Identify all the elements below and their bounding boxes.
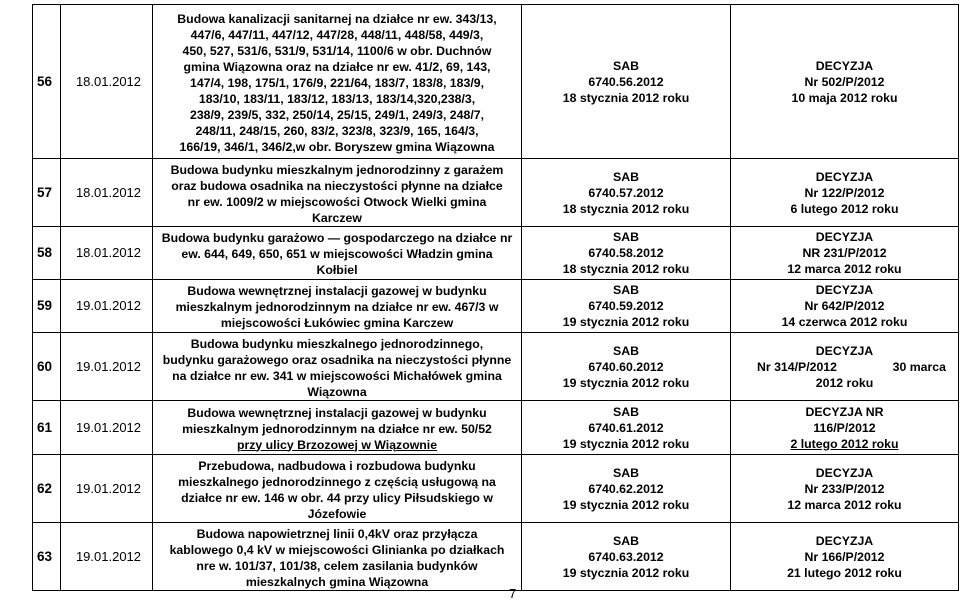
entry-number: 61 bbox=[33, 401, 61, 455]
entry-number: 57 bbox=[33, 159, 61, 227]
entry-description: Budowa kanalizacji sanitarnej na działce nr ew. 343/13, 447/6, 447/11, 447/12, 447/28, 448/11, 448/58, 449/3, 450, 527, 531/6, 531/9, 531/14, 1100/6 w obr. Duchnów gmina Wiązowna oraz na działce nr ew. 41/2, 69, 143, 147/4, 198, 175/1, 176/9, 221/64, 183/7, 183/8, 183/9, 183/10, 183/11, 183/12, 183/13, 183/14,320,238/3, 238/9, 239/5, 332, 250/14, 25/15, 249/1, 249/3, 248/7, 248/11, 248/15, 260, 83/2, 323/8, 323/9, 165, 164/3, 166/19, 346/1, 346/2,w obr. Boryszew gmina Wiązowna bbox=[153, 5, 522, 159]
entry-date: 19.01.2012 bbox=[61, 280, 153, 333]
entry-date: 19.01.2012 bbox=[61, 333, 153, 401]
entry-description: Budowa budynku mieszkalnego jednorodzinnego, budynku garażowego oraz osadnika na nieczystości płynne na działce nr ew. 341 w miejscowości Michałówek gmina Wiązowna bbox=[153, 333, 522, 401]
decision: DECYZJA NR 116/P/2012 2 lutego 2012 roku bbox=[731, 401, 959, 455]
sab-reference: SAB 6740.57.2012 18 stycznia 2012 roku bbox=[522, 159, 731, 227]
table-row bbox=[33, 401, 959, 455]
entry-date: 19.01.2012 bbox=[61, 523, 153, 591]
sab-reference: SAB 6740.63.2012 19 stycznia 2012 roku bbox=[522, 523, 731, 591]
entry-description: Budowa wewnętrznej instalacji gazowej w budynku mieszkalnym jednorodzinnym na działce nr ew. 50/52 przy ulicy Brzozowej w Wiązownie bbox=[153, 401, 522, 455]
entry-number: 58 bbox=[33, 227, 61, 280]
decision: DECYZJA NR 231/P/2012 12 marca 2012 roku bbox=[731, 227, 959, 280]
decision: DECYZJA Nr 233/P/2012 12 marca 2012 roku bbox=[731, 455, 959, 523]
table-row bbox=[33, 523, 959, 591]
entry-date: 19.01.2012 bbox=[61, 455, 153, 523]
entry-date: 18.01.2012 bbox=[61, 227, 153, 280]
page-number: 7 bbox=[509, 586, 517, 601]
decision: DECYZJA Nr 166/P/2012 21 lutego 2012 roku bbox=[731, 523, 959, 591]
entry-description: Budowa budynku garażowo — gospodarczego na działce nr ew. 644, 649, 650, 651 w miejscowości Władzin gmina Kołbiel bbox=[153, 227, 522, 280]
table-row bbox=[33, 5, 959, 159]
sab-reference: SAB 6740.59.2012 19 stycznia 2012 roku bbox=[522, 280, 731, 333]
entry-number: 62 bbox=[33, 455, 61, 523]
entry-description: Budowa budynku mieszkalnym jednorodzinny z garażem oraz budowa osadnika na nieczystości płynne na działce nr ew. 1009/2 w miejscowości Otwock Wielki gmina Karczew bbox=[153, 159, 522, 227]
entry-description: Przebudowa, nadbudowa i rozbudowa budynku mieszkalnego jednorodzinnego z częścią usługową na działce nr ew. 146 w obr. 44 przy ulicy Piłsudskiego w Józefowie bbox=[153, 455, 522, 523]
decision: DECYZJA Nr 122/P/2012 6 lutego 2012 roku bbox=[731, 159, 959, 227]
entry-number: 59 bbox=[33, 280, 61, 333]
entry-number: 63 bbox=[33, 523, 61, 591]
entry-number: 60 bbox=[33, 333, 61, 401]
entry-date: 19.01.2012 bbox=[61, 401, 153, 455]
sab-reference: SAB 6740.56.2012 18 stycznia 2012 roku bbox=[522, 5, 731, 159]
table-row bbox=[33, 227, 959, 280]
sab-reference: SAB 6740.62.2012 19 stycznia 2012 roku bbox=[522, 455, 731, 523]
decision: DECYZJA Nr 642/P/2012 14 czerwca 2012 roku bbox=[731, 280, 959, 333]
table-row bbox=[33, 455, 959, 523]
table-row bbox=[33, 280, 959, 333]
table-row bbox=[33, 159, 959, 227]
entry-description: Budowa napowietrznej linii 0,4kV oraz przyłącza kablowego 0,4 kV w miejscowości Glinianka po działkach nre w. 101/37, 101/38, celem zasilania budynków mieszkalnych gmina Wiązowna bbox=[153, 523, 522, 591]
entry-description: Budowa wewnętrznej instalacji gazowej w budynku mieszkalnym jednorodzinnym na działce nr ew. 467/3 w miejscowości Łukówiec gmina Karczew bbox=[153, 280, 522, 333]
entry-date: 18.01.2012 bbox=[61, 159, 153, 227]
entry-number: 56 bbox=[33, 5, 61, 159]
decision: DECYZJA Nr 502/P/2012 10 maja 2012 roku bbox=[731, 5, 959, 159]
sab-reference: SAB 6740.61.2012 19 stycznia 2012 roku bbox=[522, 401, 731, 455]
sab-reference: SAB 6740.58.2012 18 stycznia 2012 roku bbox=[522, 227, 731, 280]
entry-date: 18.01.2012 bbox=[61, 5, 153, 159]
decision: DECYZJA Nr 314/P/2012 30 marca 2012 roku bbox=[731, 333, 959, 401]
register-table bbox=[32, 4, 959, 591]
sab-reference: SAB 6740.60.2012 19 stycznia 2012 roku bbox=[522, 333, 731, 401]
table-row bbox=[33, 333, 959, 401]
